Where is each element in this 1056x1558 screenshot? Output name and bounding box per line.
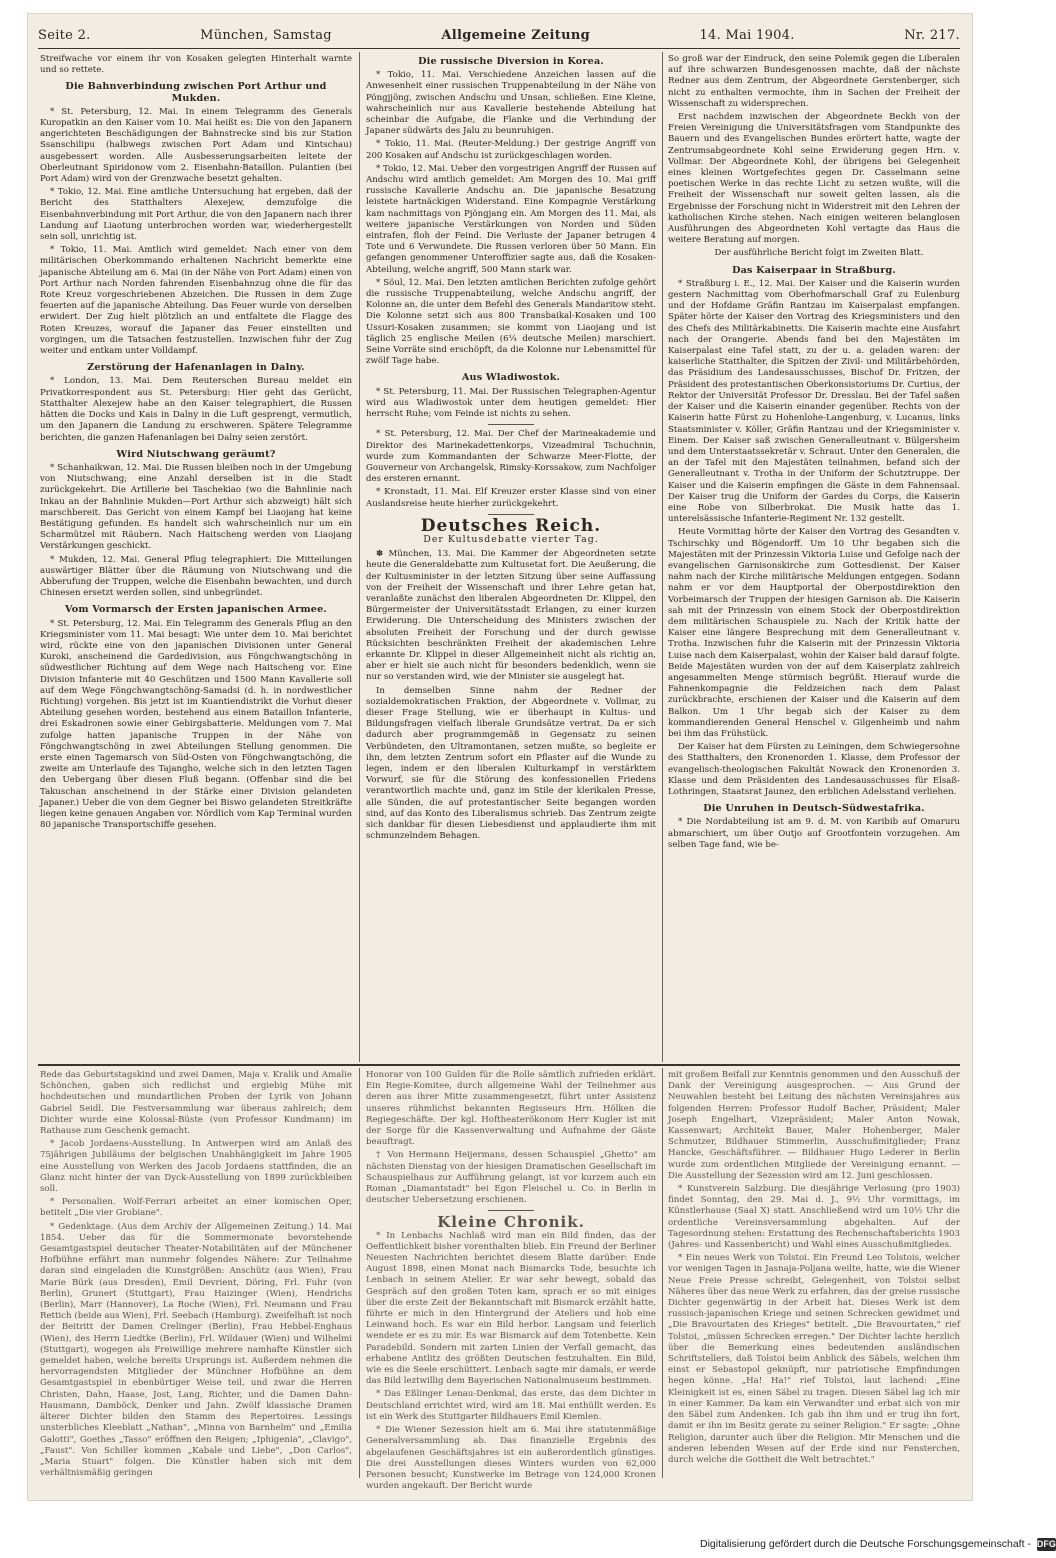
article-heading: Die Unruhen in Deutsch-Südwestafrika. bbox=[703, 803, 925, 815]
article-text: * Tokio, 11. Mai. Amtlich wird gemeldet: Nach einer von dem militärischen Oberkommando erhaltenen Nachricht bemerkte eine japanische Abteilung am 6. Mai (in der Nähe von Port Adam) einen von Port Arthur nach Norden fahrenden Eisenbahnzug ohne die für das Rote Kreuz vorgeschriebenen Abzeichen. Die Russen in dem Zuge feuerten auf die japanische Abteilung. Das Feuer wurde von derselben erwidert. Der Zug hielt plötzlich an und entfaltete die Flagge des Roten Kreuzes, worauf die Japaner das Feuer einstellten und vorgingen, um die Tatsachen festzustellen. Inzwischen fuhr der Zug weiter und entkam unter Volldampf. bbox=[40, 245, 352, 357]
page-number: Seite 2. bbox=[38, 27, 91, 43]
feuilleton-column-3 bbox=[668, 1070, 960, 1480]
article-text: Erst nachdem inzwischen der Abgeordnete Beckh von der Freien Vereinigung die Universitätsfragen vom Standpunkte des Bauern und des Evangelischen Bundes erörtert hatte, wagte der Zentrumsabgeordnete Kohl seine Erwiderung gegen Hrn. v. Vollmar. Der Abgeordnete Kohl, der übrigens bei Gelegenheit eines kleinen Wortgefechtes gegen Dr. Casselmann seine poetischen Werke in das rechte Licht zu setzen wußte, will die Freiheit der Wissenschaft nur soweit gelten lassen, als die Ergebnisse der Forschung nicht in Widerstreit mit den Lehren der katholischen Kirche stehen. Nach einigen weiteren belanglosen Ausführungen des Abgeordneten Kohl vertagte das Haus die weitere Beratung auf morgen. bbox=[668, 112, 960, 246]
newspaper-title: Allgemeine Zeitung bbox=[441, 27, 590, 43]
article-heading: Das Kaiserpaar in Straßburg. bbox=[732, 264, 896, 276]
separator bbox=[488, 1210, 534, 1211]
article-text: * Mukden, 12. Mai. General Pflug telegraphiert: Die Mitteilungen auswärtiger Blätter über die Räumung von Niutschwang und die Abberufung der Truppen, welche die Eisenbahn bewachten, und durch Chinesen ersetzt werden sollen, sind unbegründet. bbox=[40, 554, 352, 599]
article-text: Heute Vormittag hörte der Kaiser den Vortrag des Gesandten v. Tschirschky und Bögendorff. Um 10 Uhr begaben sich die Majestäten mit der Prinzessin Viktoria Luise und Gefolge nach der evangelischen Garnisonskirche zum Gottesdienst. Der Kaiser nahm nach der Kirche militärische Meldungen entgegen. Sodann nahm er vor dem Hauptportal der Oberpostdirektion den Vorbeimarsch der Truppen der hiesigen Garnison ab. Die Kaiserin sah mit der Prinzessin von einem Stock der Oberpostdirektion dem militärischen Schauspiele zu. Nach der Kritik hatte der Kaiser eine längere Besprechung mit dem Generalleutnant v. Trotha. Inzwischen fuhr die Kaiserin mit der Prinzessin Viktoria Luise nach dem Kaiserpalast, wohin der Kaiser bald darauf folgte. Beide Majestäten wurden von der auf dem Kaiserplatz zahlreich angesammelten Menge stürmisch begrüßt. Hierauf wurde die Fahnenkompagnie die Feldzeichen nach dem Palast zurückbrachte, erschienen der Kaiser und die Kaiserin auf dem Balkon. Um 1 Uhr begab sich der Kaiser zu dem kommandierenden General Henschel v. Gilgenheimb und nahm bei ihm das Frühstück. bbox=[668, 527, 960, 739]
article-text: * St. Petersburg, 12. Mai. In einem Telegramm des Generals Kuropatkin an den Kaiser vom 10. Mai heißt es: Die von den Japanern angerichteten Beschädigungen der Bahnstrecke sind bis zur Station Ssanschilipu (halbwegs zwischen Port Adam und Kintschau) ausgebessert worden. Alle Ausbesserungsarbeiten leitete der Oberleutnant Spiridonow vom 2. Eisenbahn-Bataillon. Pulantien (bei Port Adam) wird von der Grenzwache besetzt gehalten. bbox=[40, 106, 352, 185]
article-text: * Tokio, 11. Mai. Verschiedene Anzeichen lassen auf die Anwesenheit einer russischen Truppenabteilung in der Nähe von Pöngjjöng, zwischen Andschu und Unsan, schließen. Eine Kleine, wahrscheinlich nur aus Kavallerie bestehende Abteilung hat scheinbar die Aufgabe, die Flanke und die Verbindung der Japaner südwärts des Jalu zu beunruhigen. bbox=[366, 70, 656, 137]
separator bbox=[488, 424, 534, 425]
article-text: * Tokio, 11. Mai. (Reuter-Meldung.) Der gestrige Angriff von 200 Kosaken auf Andschu ist zurückgeschlagen worden. bbox=[366, 139, 656, 161]
article-heading: Wird Niutschwang geräumt? bbox=[116, 448, 276, 460]
article-text: Rede das Geburtstagskind und zwei Damen, Maja v. Kralik und Amalie Schönchen, gaben sich redlichst und ergiebig Mühe mit hochdeutschen und mundartlichen Proben der Lyrik von Johann Gabriel Seidl. Die Festversammlung war überaus zahlreich; dem Dichter wurde eine Kolossal-Büste (von Professor Kundmann) im Rathause zum Geschenk gemacht. bbox=[40, 1070, 352, 1137]
column-rule-2 bbox=[662, 52, 663, 1062]
article-text: * Kronstadt, 11. Mai. Elf Kreuzer erster Klasse sind von einer Auslandsreise heute hierher zurückgekehrt. bbox=[366, 487, 656, 509]
article-heading: Die Bahnverbindung zwischen Port Arthur und Mukden. bbox=[65, 81, 327, 104]
dfg-logo-icon: DFG bbox=[1036, 1538, 1056, 1549]
column-1 bbox=[40, 54, 352, 1060]
article-text: * St. Petersburg, 11. Mai. Der Russischen Telegraphen-Agentur wird aus Wladiwostok unter dem heutigen gemeldet: Hier herrscht Ruhe; vom Feinde ist nichts zu sehen. bbox=[366, 386, 656, 420]
article-heading: Aus Wladiwostok. bbox=[461, 372, 561, 384]
article-text: * Gedenktage. (Aus dem Archiv der Allgemeinen Zeitung.) 14. Mai 1854. Ueber das für die Sommermonate bevorstehende Gesamtgastspiel deutscher Theater-Notabilitäten auf der Münchener Hofbühne erfährt man nunmehr folgendes Nähere: Zur Teilnahme daran sind eingeladen die Kunstgrößen: Anschütz (aus Wien), Frau Marie Bürk (aus Dresden), Emil Devrient, Döring, Frl. Fuhr (von Berlin), Grunert (Stuttgart), Frau Haizinger (Wien), Hendrichs (Berlin), Marr (Hannover), La Roche (Wien), Frl. Neumann und Frau Rettich (beide aus Wien), Frl. Seebach (Hamburg). Zweifelhaft ist noch der Beitritt der Damen Crelinger (Berlin), Frau Hebbel-Enghaus (Wien), des Herrn Liedtke (Berlin), Frl. Wildauer (Wien) und Wilhelmi (Stuttgart), wogegen als Freiwillige mehrere namhafte Künstler sich gemeldet haben, welche bereits Ursprungs ist. Außerdem nehmen die hervorragendsten Mitglieder der Münchner Hofbühne an dem Gesamtgastspiel in ebenbürtiger Weise teil, und zwar die Herren Christen, Dahn, Haase, Jost, Lang, Richter, und die Damen Dahn-Hausmann, Damböck, Denker und Jahn. Zwölf klassische Dramen älterer Dichter bilden den Stamm des Repertoires. Lessings unsterbliches Kleeblatt „Nathan", „Minna von Barnhelm" und „Emilia Galotti", Goethes „Tasso" eröffnen den Reigen; „Iphigenia", „Clavigo", „Faust". Von Schiller kommen „Kabale und Liebe", „Don Carlos", „Maria Stuart" folgen. Die Künstler haben sich mit dem verhältnismäßig geringen bbox=[40, 1221, 352, 1479]
article-text: * Söul, 12. Mai. Den letzten amtlichen Berichten zufolge gehört die russische Truppenabteilung, welche Andschu angriff, der Kolonne an, die unter dem Befehl des Generals Mandaritow steht. Die Kolonne setzt sich aus 800 Transbaikal-Kosaken und 100 Ussuri-Kosaken zusammen; sie kommt von Liaojang und ist täglich 25 englische Meilen (6¼ deutsche Meilen) marschiert. Seine Vorräte sind erschöpft, da die Kolonne nur Lebensmittel für zwölf Tage habe. bbox=[366, 277, 656, 367]
article-text: Honorar von 100 Gulden für die Rolle sämtlich zufrieden erklärt. Ein Regie-Komitee, durch allgemeine Wahl der Teilnehmer aus deren aus ihrer Mitte zusammengesetzt, führt unter Assistenz unseres rühmlichst bekannten Regisseurs Hrn. Hölken die Regiegeschäfte. Der kgl. Hoftheaterökonom Herr Kugler ist mit der Sorge für die Kassenverwaltung und Aufnahme der Gäste beauftragt. bbox=[366, 1070, 656, 1148]
article-text: * Tokio, 12. Mai. Ueber den vorgestrigen Angriff der Russen auf Andschu wird amtlich gemeldet: Am Morgen des 10. Mai griff russische Kavallerie Andschu an. Die japanische Besatzung leistete hartnäckigen Widerstand. Eine Kompagnie Verstärkung kam nachmittags von Pjöngjang ein. Am Morgen des 11. Mai, als weitere japanische Verstärkungen von Norden und Süden eintrafen, floh der Feind. Die Verluste der Japaner betrugen 4 Tote und 6 Verwundete. Die Russen verloren über 50 Mann. Ein gefangen genommener Unteroffizier sagte aus, daß die Kosaken-Abteilung, welche angriff, 500 Mann stark war. bbox=[366, 163, 656, 275]
separator bbox=[488, 514, 534, 515]
issue-date: 14. Mai 1904. bbox=[699, 27, 795, 43]
section-heading: Deutsches Reich. bbox=[420, 515, 602, 536]
article-text: * St. Petersburg, 12. Mai. Ein Telegramm des Generals Pflug an den Kriegsminister vom 11. Mai besagt: Wie unter dem 10. Mai berichtet wird, rückte eine von den japanischen Divisionen unter General Kuroki, anscheinend die Gardedivision, aus Föngchwangtschöng in südwestlicher Richtung auf dem Wege nach Haitscheng vor. Eine Division Infanterie mit 40 Geschützen und 1500 Mann Kavallerie soll auf dem Wege Föngchwangtschöng-Samadsi (d. h. in nordwestlicher Richtung) vorgehen. Bis jetzt ist im Kuantiendistrikt die Vorhut dieser Abteilung gesehen worden, bestehend aus einem Bataillon Infanterie, drei Eskadronen sowie einer Gebirgsbatterie. Meldungen vom 7. Mai zufolge hatten japanische Truppen in der Nähe von Föngchwangtschöng in zwei Abteilungen Stellung genommen. Die erste einen Tagemarsch von Süd-Osten von Föngchwangtschöng, die zweite am Unterlaufe des Tajangho, welche sich in den letzten Tagen den Uebergang über diesen Fluß begann. (Offenbar sind die bei Takuschan anscheinend in der Stärke einer Division gelandeten Japaner.) Ueber die von dem Gegner bei Biswo gelandeten Streitkräfte liegen keine genauen Angaben vor. Nördlich vom Kap Terminal wurden 80 japanische Transportschiffe gesehen. bbox=[40, 618, 352, 831]
credit-text: Digitalisierung gefördert durch die Deutsche Forschungsgemeinschaft - bbox=[700, 1538, 1031, 1550]
article-text: Der ausführliche Bericht folgt im Zweiten Blatt. bbox=[714, 248, 924, 259]
feuilleton-divider bbox=[38, 1064, 960, 1066]
digitization-credit bbox=[700, 1536, 1056, 1552]
article-text: mit großem Beifall zur Kenntnis genommen und den Ausschuß der Dank der Vereinigung ausgesprochen. — Aus Grund der Neuwahlen besteht bei Leitung des nächsten Vereinsjahres aus folgenden Herren: Professor Rudolf Bacher, Präsident; Maler Joseph Engelhart, Vizepräsident; Maler Anton Nowak, Kassenwart; Architekt Bauer, Maler Hohenberger, Maler Schmutzer, Bildhauer Stimmerlin, Ausschußmitglieder; Franz Hancke, Geschäftsführer. — Bildhauer Hugo Lederer in Berlin wurde zum ordentlichen Mitgliede der Vereinigung ernannt. — Die Ausstellung der Sezession wird am 12. Juni geschlossen. bbox=[668, 1070, 960, 1181]
article-heading: Zerstörung der Hafenanlagen in Dalny. bbox=[87, 362, 305, 374]
article-text: * Personalien. Wolf-Ferrari arbeitet an einer komischen Oper, betitelt „Die vier Grobiane". bbox=[40, 1197, 352, 1219]
feuilleton-column-1 bbox=[40, 1070, 352, 1480]
article-text: Streifwache vor einem ihr von Kosaken gelegten Hinterhalt warnte und so rettete. bbox=[40, 54, 352, 76]
section-heading: Kleine Chronik. bbox=[437, 1213, 585, 1232]
article-text: * Jacob Jordaens-Ausstellung. In Antwerpen wird am Anlaß des 75jährigen Jubiläums der belgischen Unabhängigkeit im Jahre 1905 eine Ausstellung von Werken des Jacob Jordaens stattfinden, die an Glanz nicht hinter der van Dyck-Ausstellung von 1899 zurückbleiben soll. bbox=[40, 1139, 352, 1195]
place-and-day: München, Samstag bbox=[200, 27, 332, 43]
column-rule-1 bbox=[359, 52, 360, 1062]
article-text: * London, 13. Mai. Dem Reuterschen Bureau meldet ein Privatkorrespondent aus St. Petersburg: Hier geht das Gerücht, Statthalter Alexejew habe an den Kaiser telegraphiert, die Russen hätten die Docks und Kais in Dalny in die Luft gesprengt, vermutlich, um den Japanern die Landung zu erschweren. Spätere Telegramme berichten, die ganzen Hafenanlagen bei Dalny seien zerstört. bbox=[40, 376, 352, 443]
article-text: † Von Hermann Heijermans, dessen Schauspiel „Ghetto" am nächsten Dienstag von der hiesigen Dramatischen Gesellschaft im Schauspielhaus zur Aufführung gelangt, ist vor kurzem auch ein Roman „Diamantstadt" bei Egon Fleischel u. Co. in Berlin in deutscher Uebersetzung erschienen. bbox=[366, 1150, 656, 1206]
article-text: Der Kaiser hat dem Fürsten zu Leiningen, dem Schwiegersohne des Statthalters, den Kronenorden 1. Klasse, dem Professor der evangelisch-theologischen Fakultät Nowack den Kronenorden 3. Klasse und dem Präsidenten des Landesausschusses für Elsaß-Lothringen, Staatsrat Jaunez, den erblichen Adelsstand verliehen. bbox=[668, 742, 960, 797]
article-text: * Das Eßlinger Lenau-Denkmal, das erste, das dem Dichter in Deutschland errichtet wird, wird am 18. Mai enthüllt werden. Es ist ein Werk des Stuttgarter Bildhauers Emil Kiemlen. bbox=[366, 1389, 656, 1422]
issue-number: Nr. 217. bbox=[904, 27, 960, 43]
column-rule-3 bbox=[359, 1068, 360, 1478]
article-text: * Schanhaikwan, 12. Mai. Die Russen bleiben noch in der Umgebung von Niutschwang; eine Anzahl derselben ist in die Stadt zurückgekehrt. Die Artillerie bei Taschekiao (wo die Bahnlinie nach Inkau an der Bahnlinie Mukden—Port Arthur sich abzweigt) hält sich marschbereit. Das Gericht von einem Kampf bei Liaojang hat keine Bestätigung gefunden. Es handelt sich wahrscheinlich nur um ein Scharmützel mit Räubern. Nach Haitscheng werden von Liaojang Verstärkungen geschickt. bbox=[40, 462, 352, 552]
article-text: ✽ München, 13. Mai. Die Kammer der Abgeordneten setzte heute die Generaldebatte zum Kultusetat fort. Die Aeußerung, die der Kultusminister in der letzten Sitzung über seine Auffassung von der Freiheit der Wissenschaft und ihrer Lehre getan hat, veranlaßte zunächst den liberalen Abgeordneten Dr. Klippel, den Bürgermeister der Universitätsstadt Erlangen, zu einer kurzen Erwiderung. Die Unterscheidung des Ministers zwischen der absoluten Freiheit der Forschung und der durch gewisse Rücksichten beschränkten Freiheit der akademischen Lehre erkannte Dr. Klippel in dieser Allgemeinheit nicht als richtig an, aber er hielt sie auch nicht für besonders bedenklich, wenn sie nur so verstanden wird, wie der Minister sie ausgelegt hat. bbox=[366, 549, 656, 683]
column-3 bbox=[668, 54, 960, 1060]
page-header bbox=[38, 22, 960, 49]
article-text: In demselben Sinne nahm der Redner der sozialdemokratischen Fraktion, der Abgeordnete v. Vollmar, zu dieser Frage Stellung, wie er überhaupt in Kultus- und Bildungsfragen vielfach liberale Grundsätze vertrat. Da er sich dadurch aber programmgemäß in Gegensatz zu seinen Verbündeten, den Ultramontanen, setzen mußte, so begleite er ihn, dem letzten Zentrum sofort ein Pflaster auf die Wunde zu legen, indem er den liberalen Kulturkampf in verstärktem Vorwurf, sie für die Störung des konfessionellen Friedens verantwortlich machte und, ganz im Stile der klerikalen Presse, alle Sünden, die auf protestantischer Seite begangen worden sind, auf das Konto des Liberalismus schrieb. Das Zentrum zeigte sich dankbar für diesen Liebesdienst und applaudierte ihm mit schmunzelndem Behagen. bbox=[366, 685, 656, 842]
article-text: * Straßburg i. E., 12. Mai. Der Kaiser und die Kaiserin wurden gestern Nachmittag vom Oberhofmarschall Graf zu Eulenburg und der Hofdame Gräfin Rantzau im Kaiserpalast empfangen. Später hörte der Kaiser den Vortrag des Kriegsministers und den des Chefs des Militärkabinetts. Die Kaiserin machte eine Ausfahrt nach der Orangerie. Abends fand bei den Majestäten im Kaiserpalast eine Tafel statt, zu der u. a. geladen waren: der kaiserliche Statthalter, die Spitzen der Zivil- und Militärbehörden, das Präsidium des Landesausschusses, Bischof Dr. Fritzen, der Präsident des protestantischen Oberkonsistoriums Dr. Curtius, der Rektor der Universität Professor Dr. Dresslau. Bei der Tafel saßen der Kaiser und die Kaiserin einander gegenüber. Rechts von der Kaiserin hatte Fürst zu Hohenlohe-Langenburg, v. Lucanus, links Staatsminister v. Köller, Gräfin Rantzau und der Kriegsminister v. Einem. Der Kaiser saß zwischen Generalleutnant v. Bülgersheim und dem Unterstaatssekretär v. Schraut. Unter den Generalen, die an der Tafel mit den Majestäten teilnahmen, befand sich der Generalleutnant v. Trotha in der Uniform der Schutztruppe. Der Kaiser und die Kaiserin empfingen die Gäste in dem Fahnensaal. Der Kaiser trug die Uniform der Gardes du Corps, die Kaiserin eine Robe von Silberbrokat. Die Musik hatte das 1. unterelsässische Infanterie-Regiment Nr. 132 gestellt. bbox=[668, 278, 960, 525]
column-rule-4 bbox=[662, 1068, 663, 1478]
column-2 bbox=[366, 54, 656, 1060]
article-text: * In Lenbachs Nachlaß wird man ein Bild finden, das der Oeffentlichkeit bisher vorenthalten blieb. Ein Freund der Berliner Neuesten Nachrichten berichtet diesem Blatte darüber: Ende August 1898, einen Monat nach Bismarcks Tode, besuchte ich Lenbach in seinem Atelier. Er war sehr bewegt, sobald das Gespräch auf den großen Toten kam, sprach er so mit einiges über die erste Zeit der Bekanntschaft mit Bismarck erzählt hatte, führte er mich in den Hintergrund der Ateliers und hob eine Leinwand hoch. Es war ein Bild herbor. Langsam und feierlich wendete er es zu mir. Es war Bismarck auf dem Totenbette. Kein Paradebild. Sondern mit zarten Linien der Verfall gemacht, das erhabene Antlitz des größten Deutschen festzuhalten. Ein Bild, wie es die Seele erschüttert. Lenbach sagte mir damals, er werde das Bild leztwillig dem Bayerischen Nationalmuseum bestimmen. bbox=[366, 1230, 656, 1387]
feuilleton-column-2 bbox=[366, 1070, 656, 1492]
article-text: * Die Nordabteilung ist am 9. d. M. von Karibib auf Omaruru abmarschiert, um über Outjo auf Grootfontein vorzugehen. Am selben Tage fand, wie be- bbox=[668, 817, 960, 850]
section-subheading: Der Kultusdebatte vierter Tag. bbox=[423, 533, 599, 545]
article-text: * Tokio, 12. Mai. Eine amtliche Untersuchung hat ergeben, daß der Bericht des Statthalters Alexejew, demzufolge die Eisenbahnverbindung mit Port Arthur, die von den Japanern nach ihrer Landung auf Liaotung unterbrochen worden war, wiederhergestellt sein soll, unrichtig ist. bbox=[40, 187, 352, 243]
article-heading: Die russische Diversion in Korea. bbox=[418, 56, 604, 67]
article-heading: Vom Vormarsch der Ersten japanischen Armee. bbox=[65, 604, 327, 616]
article-text: So groß war der Eindruck, den seine Polemik gegen die Liberalen auf ihre schwarzen Bundesgenossen machte, daß der nächste Redner aus dem Zentrum, der Abgeordnete Gerstenberger, sich nicht zu enthalten vermochte, ihm in Sachen der Freiheit der Wissenschaft zu widersprechen. bbox=[668, 54, 960, 109]
article-text: * Ein neues Werk von Tolstoi. Ein Freund Leo Tolstois, welcher vor wenigen Tagen in Jasnaja-Poljana weilte, hatte, wie die Wiener Neue Freie Presse schreibt, Gelegenheit, von Tolstoi selbst Näheres über das neue Werk zu erfahren, das der greise russische Dichter gegenwärtig in der Arbeit hat. Dieses Werk ist dem russisch-japanischen Kriege und seinen Schrecken gewidmet und „Die Bravourtaten des Krieges" betitelt. „Die Bravourtaten," rief Tolstoi, „müssen Schrecken erregen." Der Dichter lachte herzlich über die Bemerkung eines bedeutenden ausländischen Schriftstellers, daß Tolstoi beim Anblick des Säbels, welchen ihm einst er Sebastopol geknüpft, nur patriotische Empfindungen hegen könne. „Ha! Ha!" rief Tolstoi, laut lachend: „Eine Kleinigkeit ist es, einen Säbel zu tragen. Diesen Säbel lag ich mir in einer Kammer. Da kam ein Verwandter und erbat sich von mir den Säbel zum Andenken. Ich gab ihn ihm und er trug ihn fort, damit er ihn im Besitz gerate zu seiner Religion." Er sagte: „Ohne Religion, darunter auch über die Religion. Mir Menschen und die anderen lebenden Wesen auf der Erde sind nur Fensterchen, durch welche die Gottheit die Welt betrachtet." bbox=[668, 1253, 960, 1465]
article-text: * St. Petersburg, 12. Mai. Der Chef der Marineakademie und Direktor des Marinekadettenkorps, Vizeadmiral Tschuchnin, wurde zum Kommandanten der Schwarze Meer-Flotte, der Gouverneur von Archangelsk, Rimsky-Korssakow, zum Nachfolger des ersteren ernannt. bbox=[366, 429, 656, 485]
article-text: * Kunstverein Salzburg. Die diesjährige Verlosung (pro 1903) findet Sonntag, den 29. Mai d. J., 9½ Uhr vormittags, im Künstlerhause (Saal X) statt. Anschließend wird um 10½ Uhr die ordentliche Vereinsversammlung abgehalten. Auf der Tagesordnung stehen: Erstattung des Rechenschaftsberichts 1903 (Jahres- und Kassenbericht) und Wahl eines Ausschußmitgliedes. bbox=[668, 1184, 960, 1251]
article-text: * Die Wiener Sezession hielt am 6. Mai ihre statutenmäßige Generalversammlung ab. Das finanzielle Ergebnis des abgelaufenen Geschäftsjahres ist ein außerordentlich günstiges. Die drei Ausstellungen dieses Winters wurden von 62,000 Personen besucht; Kunstwerke im Betrage von 124,000 Kronen wurden angekauft. Der Bericht wurde bbox=[366, 1425, 656, 1492]
